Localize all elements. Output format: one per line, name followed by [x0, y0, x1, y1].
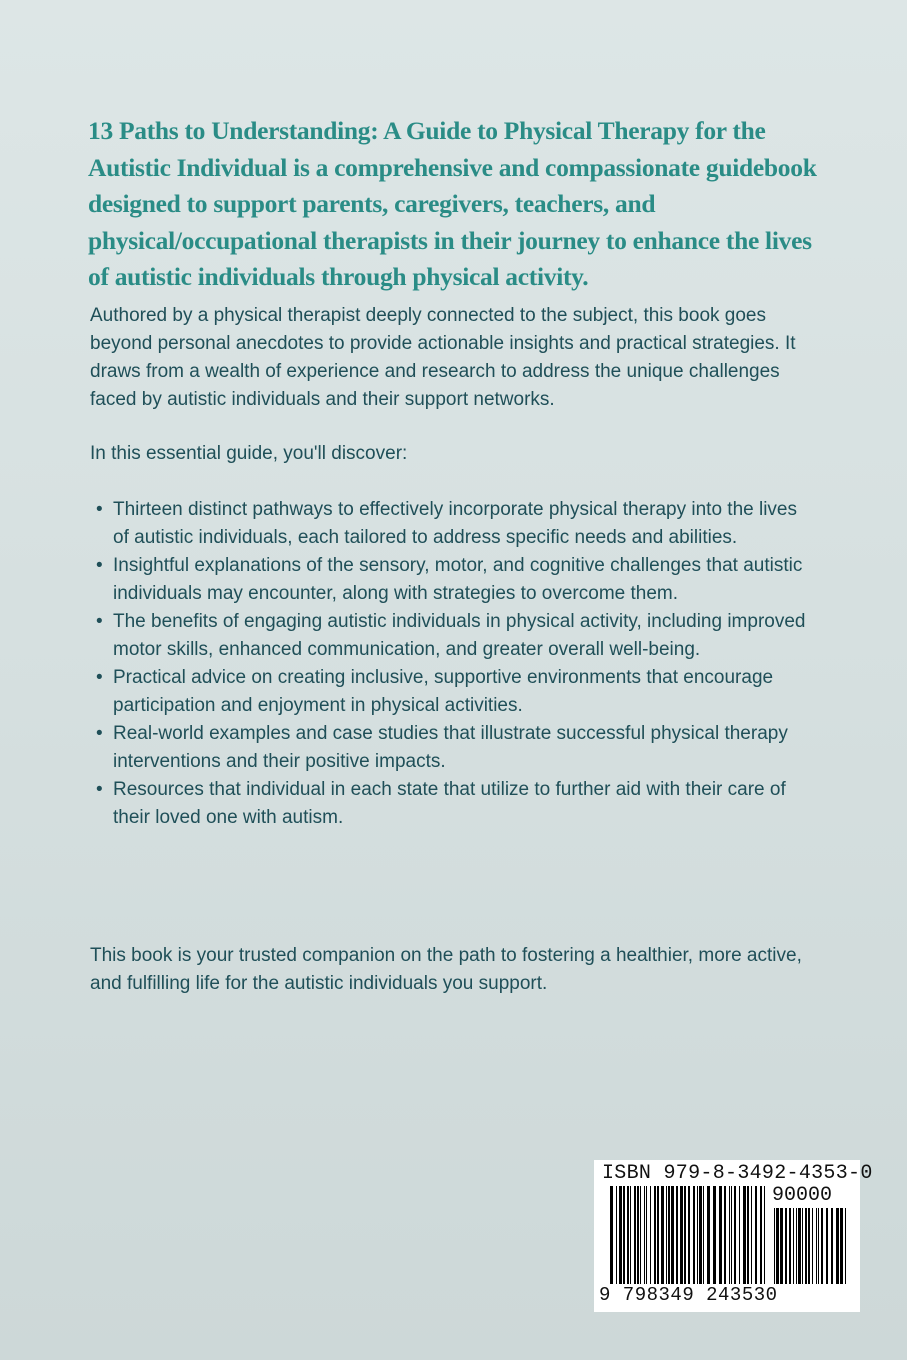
barcode-bar	[637, 1186, 639, 1284]
closing-paragraph: This book is your trusted companion on the path to fostering a healthier, more active, and fulfilling life for the autistic individuals you support.	[90, 945, 802, 994]
barcode-bar	[751, 1186, 752, 1284]
barcode-bar	[650, 1186, 651, 1284]
list-item	[96, 608, 816, 664]
list-item	[96, 664, 816, 720]
barcode-bar	[802, 1208, 803, 1284]
barcode-bar	[774, 1208, 775, 1284]
list-item	[96, 720, 816, 776]
barcode-bar	[812, 1208, 813, 1284]
barcode-bar	[729, 1186, 730, 1284]
bullet: •	[96, 499, 103, 520]
list-item	[96, 496, 816, 552]
ean-barcode-bars	[610, 1186, 770, 1284]
bullet: •	[96, 555, 103, 576]
barcode-bar	[654, 1186, 656, 1284]
barcode-bar	[703, 1186, 704, 1284]
barcode-bar	[646, 1186, 647, 1284]
barcode-bar	[818, 1208, 819, 1284]
ean-digits: 9 798349 243530	[599, 1284, 778, 1306]
barcode-bar	[719, 1186, 722, 1284]
barcode-bar	[789, 1208, 791, 1284]
barcode-bar	[693, 1186, 695, 1284]
isbn-barcode	[594, 1160, 873, 1312]
price-code: 90000	[772, 1184, 833, 1207]
list-item	[96, 776, 816, 832]
isbn-label: ISBN 979-8-3492-4353-0	[602, 1162, 873, 1185]
bullet: •	[96, 723, 103, 744]
barcode-bar	[796, 1208, 797, 1284]
barcode-bar	[671, 1186, 674, 1284]
barcode-bar	[798, 1208, 801, 1284]
barcode-bar	[845, 1208, 846, 1284]
barcode-bar	[724, 1186, 726, 1284]
barcode-bar	[805, 1208, 807, 1284]
barcode-bar	[793, 1208, 794, 1284]
description-headline	[88, 113, 828, 296]
barcode-bar	[840, 1208, 843, 1284]
barcode-bar	[610, 1186, 613, 1284]
barcode-bar	[688, 1186, 690, 1284]
barcode-bar	[666, 1186, 667, 1284]
headline-description: is a comprehensive and compassionate guidebook designed to support parents, caregivers, teachers, and physical/occupational therapists in their journey to enhance the lives of autistic individuals through physical activity.	[88, 152, 817, 292]
barcode-bar	[747, 1186, 749, 1284]
intro-paragraph: Authored by a physical therapist deeply connected to the subject, this book goes beyond personal anecdotes to provide actionable insights and practical strategies. It draws from a wealth of experience and research to address the unique challenges faced by autistic individuals and their support networks.	[90, 305, 796, 410]
barcode-bar	[676, 1186, 678, 1284]
barcode-bar	[657, 1186, 659, 1284]
barcode-bar	[644, 1186, 645, 1284]
barcode-bar	[821, 1208, 823, 1284]
barcode-bar	[680, 1186, 683, 1284]
barcode-bar	[697, 1186, 698, 1284]
barcode-bar	[623, 1186, 625, 1284]
barcode-bar	[684, 1186, 686, 1284]
list-item-text: The benefits of engaging autistic individuals in physical activity, including improved motor skills, enhanced communication, and greater overall well-being.	[113, 611, 806, 660]
bullet: •	[96, 667, 103, 688]
barcode-bar	[661, 1186, 664, 1284]
list-item-text: Resources that individual in each state that utilize to further aid with their care of their loved one with autism.	[113, 779, 786, 828]
barcode-bar	[707, 1186, 710, 1284]
barcode-bar	[816, 1208, 817, 1284]
barcode-bar	[831, 1208, 833, 1284]
barcode-bar	[734, 1186, 736, 1284]
barcode-bar	[699, 1186, 702, 1284]
list-item-text: Thirteen distinct pathways to effectively incorporate physical therapy into the lives of autistic individuals, each tailored to address specific needs and abilities.	[113, 499, 797, 548]
barcode-bar	[739, 1186, 740, 1284]
feature-list	[96, 496, 816, 832]
barcode-bar	[627, 1186, 629, 1284]
barcode-bar	[619, 1186, 622, 1284]
barcode-bar	[764, 1186, 765, 1284]
barcode-bar	[780, 1208, 783, 1284]
barcode-bar	[731, 1186, 732, 1284]
barcode-bar	[634, 1186, 636, 1284]
barcode-bar	[836, 1208, 839, 1284]
barcode-bar	[630, 1186, 631, 1284]
addon-barcode-bars	[774, 1208, 850, 1284]
barcode-bar	[826, 1208, 828, 1284]
list-item	[96, 552, 816, 608]
bullet: •	[96, 611, 103, 632]
barcode-bar	[713, 1186, 716, 1284]
barcode-bar	[760, 1186, 762, 1284]
list-item-text: Practical advice on creating inclusive, supportive environments that encourage participation and enjoyment in physical activities.	[113, 667, 774, 716]
bullet: •	[96, 779, 103, 800]
barcode-bar	[785, 1208, 787, 1284]
barcode-bar	[755, 1186, 757, 1284]
barcode-bar	[616, 1186, 617, 1284]
discover-heading: In this essential guide, you'll discover:	[90, 443, 408, 464]
barcode-bar	[668, 1186, 670, 1284]
barcode-bar	[640, 1186, 641, 1284]
barcode-bar	[808, 1208, 810, 1284]
list-item-text: Insightful explanations of the sensory, motor, and cognitive challenges that autistic individuals may encounter, along with strategies to overcome them.	[113, 555, 803, 604]
book-title: 13 Paths to Understanding: A Guide to Physical Therapy for the Autistic Individual	[88, 116, 766, 182]
barcode-bar	[776, 1208, 779, 1284]
barcode-bar	[743, 1186, 746, 1284]
list-item-text: Real-world examples and case studies that illustrate successful physical therapy interventions and their positive impacts.	[113, 723, 788, 772]
